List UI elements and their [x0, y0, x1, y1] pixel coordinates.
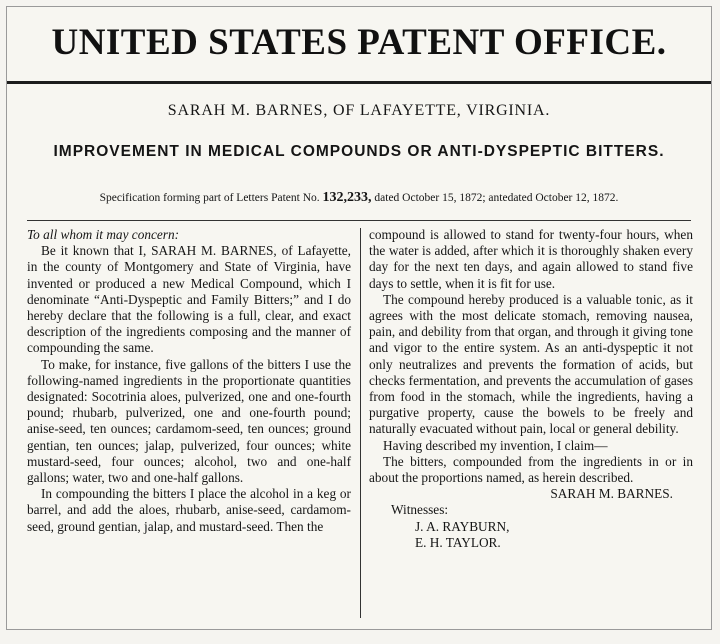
inventor-signature: SARAH M. BARNES. [550, 486, 673, 502]
witness-name: J. A. RAYBURN, [415, 518, 510, 534]
patent-number: 132,233, [322, 190, 372, 205]
heading-rule [7, 81, 711, 84]
paragraph-introduction: Be it known that I, SARAH M. BARNES, of Lafayette, in the county of Montgomery and State of Virginia, have invented or produced a new Medical Compound, which I denominate “Anti-Dyspeptic and Family Bitters;” and I do hereby declare that the following is a full, clear, and exact description of the ingredients composing and the manner of compounding the same. [27, 243, 351, 356]
column-divider [360, 228, 361, 618]
left-column [27, 227, 351, 535]
inventor-line: SARAH M. BARNES, OF LAFAYETTE, VIRGINIA. [167, 102, 551, 119]
paragraph-ingredients: To make, for instance, five gallons of the bitters I use the following-named ingredients in the proportionate quantities designated: Socotrinia aloes, pulverized, one and one-fourth pound; rhubarb, pulverized, one and one-fourth pound; anise-seed, ten ounces; cardamom-seed, ten ounces; ground gentian, ten ounces; jalap, pulverized, four ounces; white mustard-seed, four ounces; alcohol, two and one-half gallons; water, two and one-half gallons. [27, 356, 351, 486]
spec-prefix: Specification forming part of Letters Patent No. [99, 192, 320, 204]
patent-office-heading: UNITED STATES PATENT OFFICE. [51, 22, 667, 63]
patent-document [6, 6, 712, 630]
paragraph-claim: The bitters, compounded from the ingredients in or in about the proportions named, as herein described. [369, 453, 693, 486]
patent-title: IMPROVEMENT IN MEDICAL COMPOUNDS OR ANTI-DYSPEPTIC BITTERS. [53, 143, 665, 160]
paragraph-compounding-continued: compound is allowed to stand for twenty-four hours, when the water is added, after which it is thoroughly shaken every day for the next ten days, and again allowed to stand five days to settle, when it is fit for use. [369, 227, 693, 291]
paragraph-compounding: In compounding the bitters I place the alcohol in a keg or barrel, and add the aloes, rhubarb, anise-seed, cardamom-seed, ground gentian, jalap, and mustard-seed. Then the [27, 486, 351, 534]
specification-rule [27, 220, 691, 221]
witness-name: E. H. TAYLOR. [415, 534, 501, 550]
right-column [369, 227, 693, 551]
specification-line [7, 190, 711, 206]
paragraph-claim-intro: Having described my invention, I claim— [383, 437, 608, 453]
witnesses-label: Witnesses: [391, 502, 449, 518]
spec-suffix: dated October 15, 1872; antedated October 12, 1872. [374, 192, 619, 204]
paragraph-benefits: The compound hereby produced is a valuable tonic, as it agrees with the most delicate stomach, removing nausea, pain, and debility from that organ, and through it giving tone and vigor to the entire system. As an anti-dyspeptic it not only neutralizes and prevents the formation of acids, but checks fermentation, and prevents the accumulation of gases from food in the stomach, while the ingredients, having a purgative property, cause the bowels to be freely and naturally evacuated without pain, local or general debility. [369, 291, 693, 437]
salutation: To all whom it may concern: [27, 227, 180, 242]
